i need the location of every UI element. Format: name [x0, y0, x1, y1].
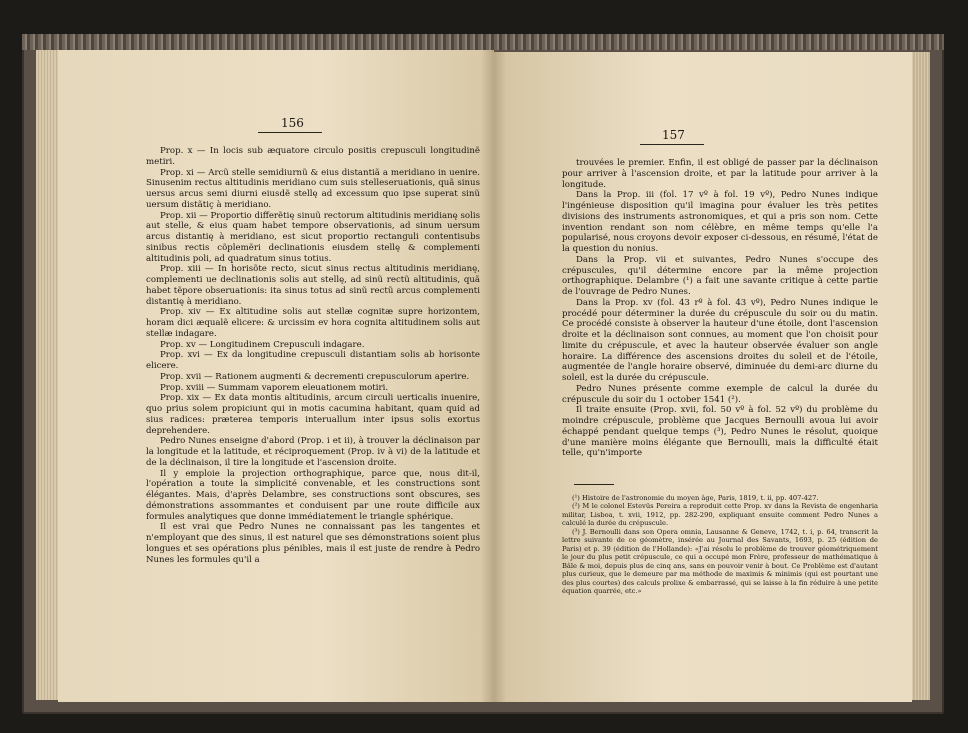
paragraph: Prop. xiv — Ex altitudine solis aut stellæ cognitæ supre horizontem, horam dici æqualẽ elicere: & urcissim ev hora cognita altitudinem solis aut stellæ indagare. [146, 307, 480, 339]
paragraph: Prop. x — In locis sub æquatore circulo positis crepusculi longitudinẽ metiri. [146, 146, 480, 167]
paragraph: Dans la Prop. iii (fol. 17 vº à fol. 19 vº), Pedro Nunes indique l'ingénieuse disposition qu'il imagina pour évaluer les très petites divisions des instruments astronomiques, et qui a pris son nom. Cette invention rendant son nom célèbre, en même temps qu'elle l'a popularisé, nous croyons devoir exposer ci-dessous, en résumé, l'état de la question du nonius. [562, 190, 878, 254]
left-page-body [146, 146, 480, 565]
right-page-edges [910, 52, 930, 700]
paragraph: Prop. xviii — Summam vaporem eleuationem motiri. [160, 382, 389, 393]
left-page [58, 50, 494, 702]
cover-marbled-edge [22, 34, 944, 50]
paragraph: Il est vrai que Pedro Nunes ne connaissant pas les tangentes et n'employant que des sinus, il est naturel que ses démonstrations soient plus longues et ses opérations plus pénibles, mais il est juste de rendre à Pedro Nunes les formules qu'il a [146, 522, 480, 565]
footnote: (²) M le colonel Estevüs Pereira a reproduit cette Prop. xv dans la Revista de engenharia militar, Lisboa, t. xvii, 1912, pp. 282-290, expliquant ensuite comment Pedro Nunes a calculé la durée du crépuscule. [562, 502, 878, 528]
footnote-rule [574, 484, 614, 485]
paragraph: Prop. xvi — Ex da longitudine crepusculi distantiam solis ab horisonte elicere. [146, 350, 480, 371]
paragraph: Pedro Nunes présente comme exemple de calcul la durée du crépuscule du soir du 1 october 1541 (²). [562, 383, 878, 405]
paragraph: Prop. xi — Arcũ stelle semidiurnũ & eius distantiã a meridiano in uenire. Sinusenim rectus altitudinis meridiano cum suis stelleseruationis, quã sinus uersus arcus semi diurni eiusdẽ stellę ad excessum quo ipse superat sinũ uersum distãtiç à meridiano. [146, 167, 480, 210]
paragraph: Dans la Prop. vii et suivantes, Pedro Nunes s'occupe des crépuscules, qu'il détermine encore par la même projection orthographique. Delambre (¹) a fait une savante critique à cette partie de l'ouvrage de Pedro Nunes. [562, 254, 878, 297]
left-page-edges [36, 50, 60, 700]
right-page-body [562, 158, 878, 459]
paragraph: Il y emploie la projection orthographique, parce que, nous dit-il, l'opération a toute la simplicité convenable, et les constructions sont élégantes. Mais, d'après Delambre, ses constructions sont obscures, ses démonstrations assommantes et conduisent par une route difficile aux formules analytiques que donne immédiatement le triangle sphérique. [146, 468, 480, 522]
right-page [494, 52, 912, 702]
paragraph: Prop. xix — Ex data montis altitudinis, arcum circuli uerticalis inuenire, quo prius solem propiciunt qui in motis cacumina habitant, quam quid ad sius radices: præterea temporis interuallum inter ipsus solis exortus deprehendere. [146, 393, 480, 436]
paragraph: Prop. xiii — In horisõte recto, sicut sinus rectus altitudinis meridianę, complementi ue declinationis solis aut stellę, ad sinũ rectũ altitudinis, quã habet tẽpore obseruationis: ita sinus totus ad sinũ rectũ arcus complementi distantię à meridiano. [146, 264, 480, 307]
paragraph: Il traite ensuite (Prop. xvii, fol. 50 vº à fol. 52 vº) du problème du moindre crépuscule, problème que Jacques Bernoulli avoua lui avoir échappé pendant quelque temps (³), Pedro Nunes le résolut, quoique d'une manière moins élégante que Bernoulli, mais la difficulté était telle, qu'n'importe [562, 405, 878, 459]
right-page-number: 157 [662, 128, 685, 142]
left-page-number-rule [258, 132, 322, 133]
footnote: (³) J. Bernoulli dans son Opera omnia, Lausanne & Geneve, 1742, t. i, p. 64, transcrit la lettre suivante de ce géomètre, insérée au Journal des Savants, 1693, p. 25 (édition de Paris) et p. 39 (édition de l'Hollande): «J'ai résolu le problème de trouver géométriquement le jour du plus petit crépuscule, ce qui a occupé mon Frère, professeur de mathématique à Bâle & moi, depuis plus de cinq ans, sans en pouvoir venir à bout. Ce Problème est d'autant plus curieux, que le demeure par ma méthode de maximis & minimis (qui est pourtant une des plus courtes) des calculs prolixe & embarrassé, qui se laisse à la fin réduire à une petite équation quarrée, etc.» [562, 527, 878, 595]
paragraph: Prop. xv — Longitudinem Crepusculi indagare. [160, 339, 365, 350]
paragraph: Pedro Nunes enseigne d'abord (Prop. i et ii), à trouver la déclinaison par la longitude et la latitude, et réciproquement (Prop. iv à vi) de la latitude et de la déclinaison, il tire la longitude et l'ascension droite. [146, 436, 480, 468]
right-page-footnotes [562, 494, 878, 595]
paragraph: Dans la Prop. xv (fol. 43 rº à fol. 43 vº), Pedro Nunes indique le procédé pour déterminer la durée du crépuscule du soir ou du matin. Ce procédé consiste à observer la hauteur d'une étoile, dont l'ascension droite et la déclinaison sont connues, au moment que l'on choisit pour limite du crépuscule, et avec la hauteur observée évaluer son angle horaire. La différence des ascensions droites du soleil et de l'étoile, augmentée de l'angle horaire observé, diminuée du demi-arc diurne du soleil, est la durée du crépuscule. [562, 297, 878, 383]
right-page-number-rule [640, 144, 704, 145]
paragraph: Prop. xii — Proportio differẽtię sinuũ rectorum altitudinis meridianę solis aut stelle, & eius quam habet tempore observationis, ad sinum uersum arcus distantię à meridiano, est sicut proportio rectanguli contentisubs sinibus rectis cõplemẽri declinationis eiusdem stellę & complementi altitudinis poli, ad quadratum sinus totius. [146, 210, 480, 264]
paragraph: trouvées le premier. Enfin, il est obligé de passer par la déclinaison pour arriver à l'ascension droite, et par la latitude pour arriver à la longitude. [562, 158, 878, 190]
left-page-number: 156 [281, 116, 304, 130]
footnote: (¹) Histoire de l'astronomie du moyen âge, Paris, 1819, t. ii, pp. 407-427. [572, 494, 819, 502]
paragraph: Prop. xvii — Rationem augmenti & decrementi crepusculorum aperire. [160, 371, 470, 382]
